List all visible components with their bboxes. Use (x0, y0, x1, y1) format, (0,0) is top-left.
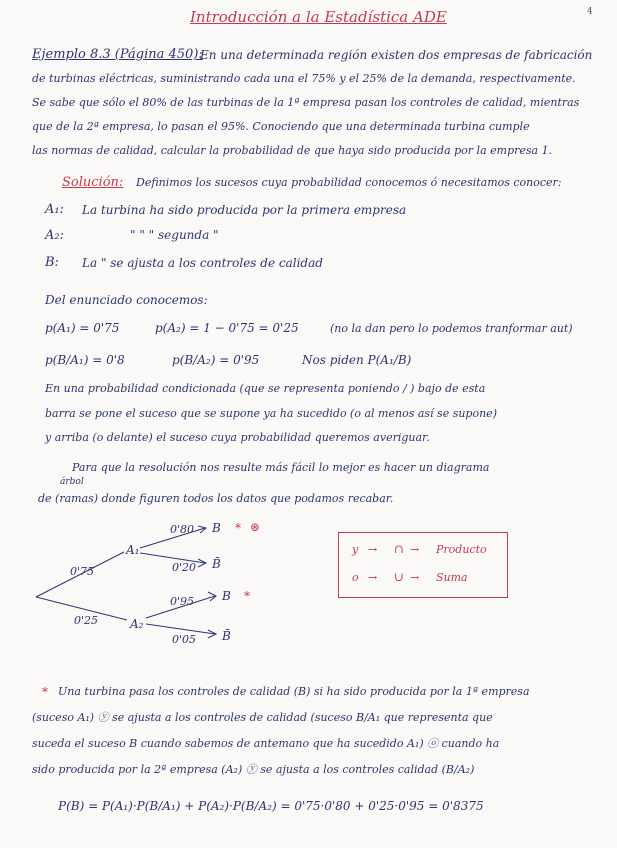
tree-line-1: Para que la resolución nos resulte más fácil lo mejor es hacer un diagrama (72, 461, 490, 474)
solution-label: Solución: (62, 175, 124, 190)
legend-row1-result: Producto (436, 543, 487, 556)
explanation-line-3: suceda el suceso B cuando sabemos de antemano que ha sucedido A₁) ⓞ cuando ha (32, 737, 500, 750)
tree-node-a2-b: B (222, 589, 231, 603)
event-a1-name: A₁: (45, 202, 64, 217)
legend-row2-result: Suma (436, 571, 468, 584)
legend-row2-symbol: ∪ (394, 570, 405, 584)
legend-row2-arrow1: → (368, 571, 378, 584)
legend-row2-word: o (352, 571, 359, 584)
asked-probability: Nos piden P(A₁/B) (302, 353, 412, 367)
explanation-line-4: sido producida por la 2ª empresa (A₂) ⓨ se ajusta a los controles calidad (B/A₂) (32, 763, 475, 776)
arbol-word: árbol (60, 477, 84, 487)
tree-label-a1-b: 0'80 (170, 523, 195, 536)
tree-star-a1: * (235, 521, 241, 535)
page-title: Introducción a la Estadística ADE (190, 8, 447, 26)
event-b-name: B: (45, 255, 59, 270)
prob-a2-note: (no la dan pero lo podemos tranformar aut) (330, 322, 573, 335)
legend-row1-arrow1: → (368, 543, 378, 556)
final-formula: P(B) = P(A₁)·P(B/A₁) + P(A₂)·P(B/A₂) = 0'75·0'80 + 0'25·0'95 = 0'8375 (58, 799, 484, 813)
tree-label-a2-bbar: 0'05 (172, 633, 197, 646)
conditional-line-3: y arriba (o delante) el suceso cuya probabilidad queremos averiguar. (45, 431, 430, 444)
solution-intro: Definimos los sucesos cuya probabilidad conocemos ó necesitamos conocer: (136, 176, 562, 189)
event-a1-text: La turbina ha sido producida por la primera empresa (82, 203, 407, 217)
legend-row2-arrow2: → (410, 571, 420, 584)
event-b-text: La " se ajusta a los controles de calidad (82, 256, 323, 270)
page-number: 4 (587, 7, 593, 17)
legend-row1-word: y (352, 543, 359, 556)
conditional-line-1: En una probabilidad condicionada (que se representa poniendo / ) bajo de esta (45, 382, 486, 395)
explanation-line-2: (suceso A₁) ⓨ se ajusta a los controles de calidad (suceso B/A₁ que representa que (32, 711, 493, 724)
prob-a1: p(A₁) = 0'75 (45, 321, 120, 335)
tree-label-root-a2: 0'25 (74, 614, 99, 627)
tree-label-a2-b: 0'95 (170, 595, 195, 608)
tree-label-root-a1: 0'75 (70, 565, 95, 578)
problem-line-5: las normas de calidad, calcular la probabilidad de que haya sido producida por la empresa 1. (32, 144, 553, 157)
prob-b-given-a2: p(B/A₂) = 0'95 (172, 353, 260, 367)
tree-node-a2-bbar: B̄ (222, 629, 231, 643)
tree-label-a1-bbar: 0'20 (172, 561, 197, 574)
legend-row1-symbol: ∩ (394, 542, 405, 556)
legend-box (338, 532, 508, 598)
explanation-star: * (42, 685, 48, 699)
prob-b-given-a1: p(B/A₁) = 0'8 (45, 353, 125, 367)
tree-node-a2: A₂ (130, 617, 144, 631)
example-label: Ejemplo 8.3 (Página 450): (32, 47, 203, 62)
conditional-line-2: barra se pone el suceso que se supone ya ha sucedido (o al menos así se supone) (45, 407, 497, 420)
problem-line-2: de turbinas eléctricas, suministrando cada una el 75% y el 25% de la demanda, respectivamente. (32, 72, 576, 85)
tree-line-2: de (ramas) donde figuren todos los datos que podamos recabar. (38, 492, 394, 505)
event-a2-text: " " " segunda " (130, 228, 219, 242)
prob-a2: p(A₂) = 1 − 0'75 = 0'25 (155, 321, 299, 335)
problem-line-1: En una determinada región existen dos empresas de fabricación (200, 48, 593, 62)
tree-star-a2: * (244, 589, 250, 603)
tree-node-a1-bbar: B̄ (212, 557, 221, 571)
problem-line-4: que de la 2ª empresa, lo pasan el 95%. Conociendo que una determinada turbina cumple (32, 120, 530, 133)
tree-node-a1-b: B (212, 521, 221, 535)
event-a2-name: A₂: (45, 228, 64, 243)
tree-circled-star-a1: ⊛ (250, 520, 261, 534)
legend-row1-arrow2: → (410, 543, 420, 556)
problem-line-3: Se sabe que sólo el 80% de las turbinas de la 1ª empresa pasan los controles de calidad, mientras (32, 96, 580, 109)
explanation-line-1: Una turbina pasa los controles de calidad (B) si ha sido producida por la 1ª empresa (58, 685, 530, 698)
tree-node-a1: A₁ (126, 543, 140, 557)
from-statement: Del enunciado conocemos: (45, 293, 208, 307)
